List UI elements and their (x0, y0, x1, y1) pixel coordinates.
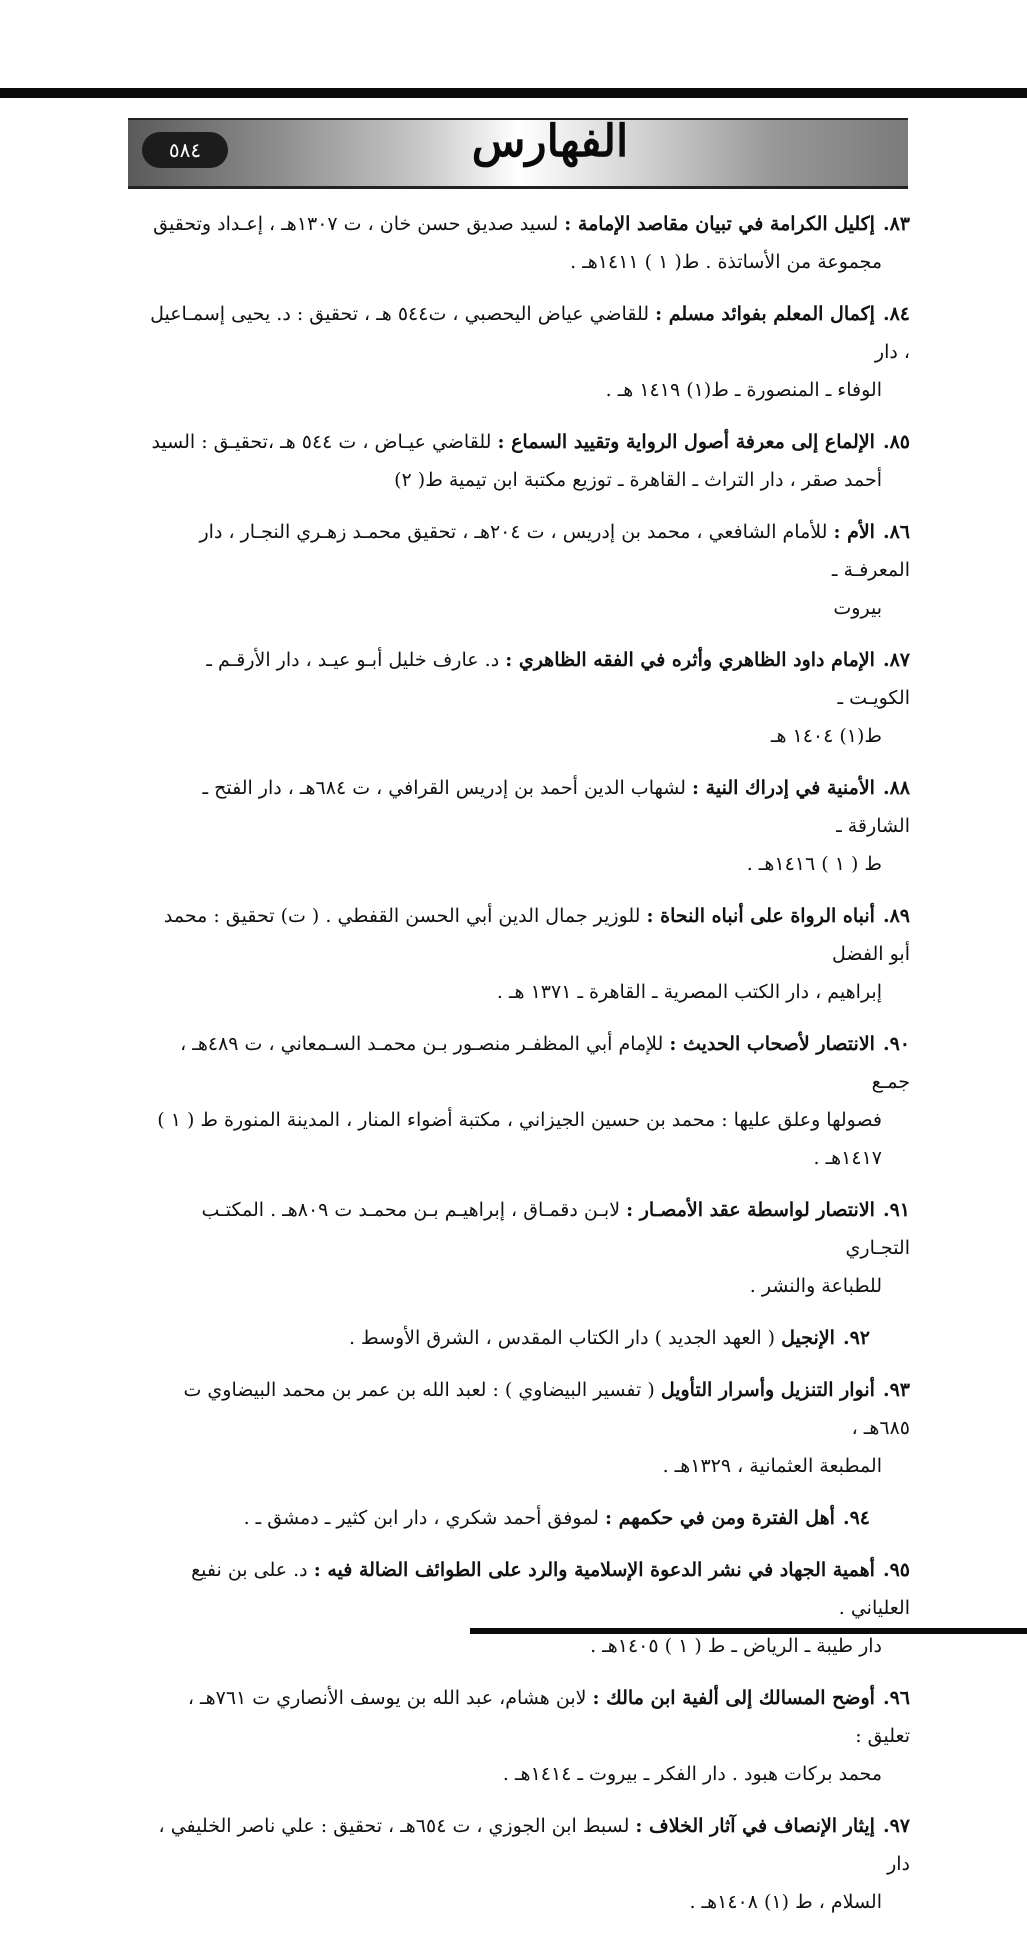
entry-details: ( العهد الجديد ) دار الكتاب المقدس ، الشرق الأوسط . (348, 1327, 776, 1349)
entry-continuation: الوفاء ـ المنصورة ـ ط(١) ١٤١٩ هـ . (605, 379, 882, 401)
entry-title: أهمية الجهاد في نشر الدعوة الإسلامية والرد على الطوائف الضالة فيه : (313, 1559, 875, 1581)
entry-title: إكمال المعلم بفوائد مسلم : (655, 303, 875, 325)
entry-number: ٩٦. (882, 1687, 910, 1709)
entry-continuation: مجموعة من الأساتذة . ط( ١ ) ١٤١١هـ . (570, 251, 882, 273)
entry-continuation: محمد بركات هبود . دار الفكر ـ بيروت ـ ١٤١٤هـ . (502, 1763, 882, 1785)
bibliography-entry (140, 423, 910, 499)
bibliography-entry (140, 295, 910, 409)
entry-title: أهل الفترة ومن في حكمهم : (604, 1507, 835, 1529)
bibliography-entry (140, 1499, 910, 1537)
entry-number: ٩٤. (842, 1507, 870, 1529)
bibliography-entry (140, 1679, 910, 1793)
entry-title: أنوار التنزيل وأسرار التأويل (660, 1379, 875, 1401)
entry-number: ٨٧. (882, 649, 910, 671)
entry-title: الأم : (833, 521, 875, 543)
entry-title: الأمنية في إدراك النية : (692, 777, 875, 799)
entry-details: لشهاب الدين أحمد بن إدريس القرافي ، ت ٦٨٤هـ ، دار الفتح ـ الشارقة ـ (202, 777, 910, 837)
entry-continuation: فصولها وعلق عليها : محمد بن حسين الجيزاني ، مكتبة أضواء المنار ، المدينة المنورة ط ( ١ ) ١٤١٧هـ . (157, 1109, 882, 1169)
entry-details: للقاضي عيـاض ، ت ٥٤٤ هـ ،تحقيـق : السيد (151, 431, 492, 453)
running-head-title: الفهارس (471, 116, 629, 167)
entry-number: ٨٥. (882, 431, 910, 453)
entry-title: الإنجيل (781, 1327, 835, 1349)
page-number: ٥٨٤ (142, 132, 228, 168)
entry-details: ( تفسير البيضاوي ) : لعبد الله بن عمر بن محمد البيضاوي ت ٦٨٥هـ ، (183, 1379, 910, 1439)
entry-continuation: أحمد صقر ، دار التراث ـ القاهرة ـ توزيع مكتبة ابن تيمية ط( ٢) (394, 469, 882, 491)
bibliography-list (140, 205, 910, 1935)
entry-continuation: للطباعة والنشر . (749, 1275, 882, 1297)
bibliography-entry (140, 205, 910, 281)
bibliography-entry (140, 1191, 910, 1305)
entry-number: ٩١. (882, 1199, 910, 1221)
entry-details: لموفق أحمد شكري ، دار ابن كثير ـ دمشق ـ . (243, 1507, 599, 1529)
entry-number: ٩٠. (882, 1033, 910, 1055)
bibliography-entry (140, 1371, 910, 1485)
entry-title: إكليل الكرامة في تبيان مقاصد الإمامة : (564, 213, 875, 235)
entry-number: ٨٨. (882, 777, 910, 799)
bibliography-entry (140, 641, 910, 755)
entry-details: لسيد صديق حسن خان ، ت ١٣٠٧هـ ، إعـداد وتحقيق (153, 213, 559, 235)
entry-title: إيثار الإنصاف في آثار الخلاف : (635, 1815, 875, 1837)
entry-details: د. على بن نفيع العلياني . (191, 1559, 910, 1619)
entry-continuation: بيروت (833, 597, 882, 619)
bibliography-entry (140, 1319, 910, 1357)
entry-continuation: ط(١) ١٤٠٤ هـ (770, 725, 882, 747)
entry-number: ٨٣. (882, 213, 910, 235)
bibliography-entry (140, 513, 910, 627)
entry-continuation: المطبعة العثمانية ، ١٣٢٩هـ . (662, 1455, 882, 1477)
entry-details: للإمام أبي المظفـر منصـور بـن محمـد السـمعاني ، ت ٤٨٩هـ ، جمـع (180, 1033, 910, 1093)
entry-title: الإمام داود الظاهري وأثره في الفقه الظاهري : (505, 649, 875, 671)
bibliography-entry (140, 1025, 910, 1177)
entry-number: ٨٤. (882, 303, 910, 325)
bibliography-entry (140, 1807, 910, 1921)
entry-details: للقاضي عياض اليحصبي ، ت٥٤٤ هـ ، تحقيق : د. يحيى إسمـاعيل ، دار (150, 303, 910, 363)
bibliography-entry (140, 1551, 910, 1665)
entry-number: ٩٣. (882, 1379, 910, 1401)
bibliography-entry (140, 897, 910, 1011)
entry-continuation: إبراهيم ، دار الكتب المصرية ـ القاهرة ـ ١٣٧١ هـ . (496, 981, 882, 1003)
entry-details: للأمام الشافعي ، محمد بن إدريس ، ت ٢٠٤هـ ، تحقيق محمـد زهـري النجـار ، دار المعرفـة ـ (199, 521, 910, 581)
entry-continuation: ط ( ١ ) ١٤١٦هـ . (746, 853, 882, 875)
entry-number: ٩٥. (882, 1559, 910, 1581)
entry-title: أنباه الرواة على أنباه النحاة : (646, 905, 875, 927)
entry-number: ٩٧. (882, 1815, 910, 1837)
entry-continuation: السلام ، ط (١) ١٤٠٨هـ . (689, 1891, 882, 1913)
entry-title: أوضح المسالك إلى ألفية ابن مالك : (592, 1687, 875, 1709)
scan-border-top (0, 88, 1027, 98)
entry-continuation: دار طيبة ـ الرياض ـ ط ( ١ ) ١٤٠٥هـ . (590, 1635, 882, 1657)
entry-details: لابـن دقمـاق ، إبراهيـم بـن محمـد ت ٨٠٩هـ . المكتـب التجـاري (201, 1199, 910, 1259)
entry-details: لابن هشام، عبد الله بن يوسف الأنصاري ت ٧٦١هـ ، تعليق : (187, 1687, 910, 1747)
entry-details: د. عارف خليل أبـو عيـد ، دار الأرقـم ـ الكويـت ـ (206, 649, 910, 709)
entry-title: الانتصار لأصحاب الحديث : (669, 1033, 875, 1055)
entry-details: لسبط ابن الجوزي ، ت ٦٥٤هـ ، تحقيق : علي ناصر الخليفي ، دار (158, 1815, 910, 1875)
entry-details: للوزير جمال الدين أبي الحسن القفطي . ( ت) تحقيق : محمد أبو الفضل (163, 905, 910, 965)
scan-border-bottom (470, 1628, 1027, 1634)
entry-number: ٩٢. (842, 1327, 870, 1349)
entry-number: ٨٩. (882, 905, 910, 927)
entry-title: الإلماع إلى معرفة أصول الرواية وتقييد السماع : (497, 431, 875, 453)
entry-title: الانتصار لواسطة عقد الأمصـار : (626, 1199, 875, 1221)
entry-number: ٨٦. (882, 521, 910, 543)
bibliography-entry (140, 769, 910, 883)
